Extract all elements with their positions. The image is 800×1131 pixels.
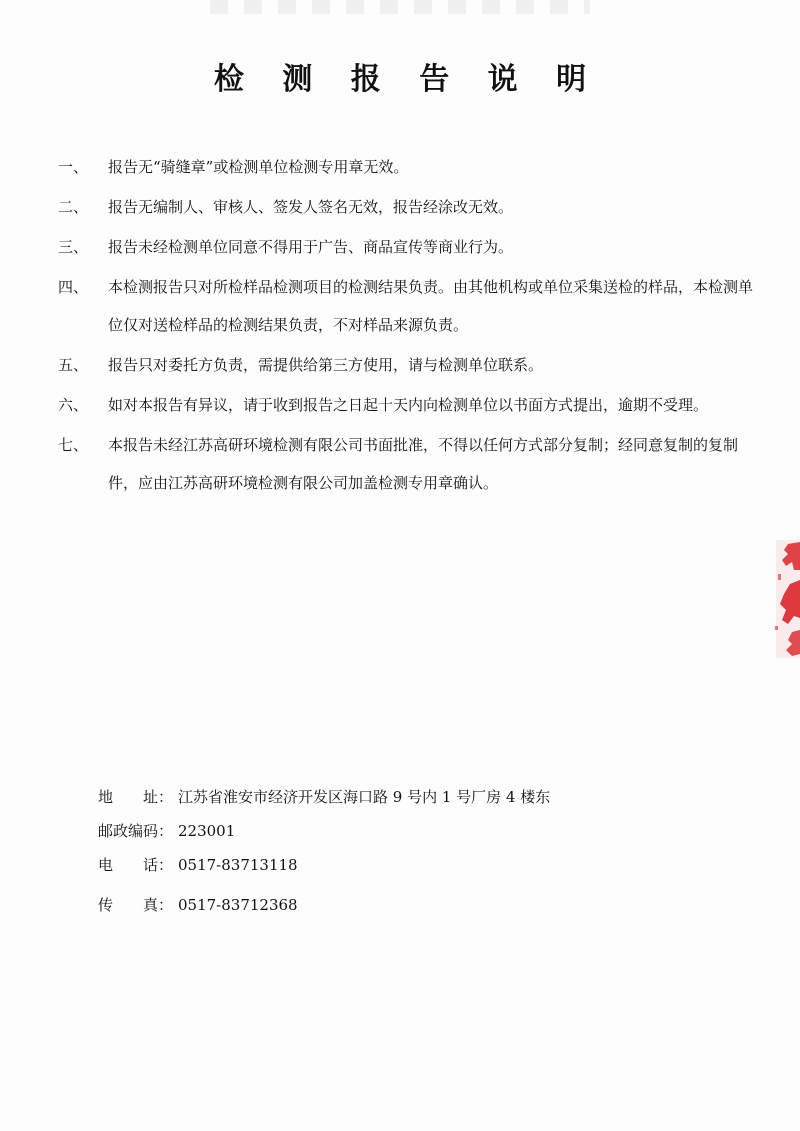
note-text: 报告未经检测单位同意不得用于广告、商品宣传等商业行为。 (108, 238, 514, 256)
note-text: 报告无“骑缝章”或检测单位检测专用章无效。 (108, 158, 409, 176)
note-number: 四、 (58, 278, 89, 296)
postcode-value: 223001 (178, 822, 236, 840)
contact-block (98, 780, 698, 922)
note-text: 如对本报告有异议，请于收到报告之日起十天内向检测单位以书面方式提出，逾期不受理。 (108, 396, 709, 414)
fax-label: 传 真： (98, 896, 174, 914)
note-item (58, 386, 758, 424)
phone-value: 0517-83713118 (178, 856, 298, 874)
phone-label: 电 话： (98, 856, 174, 874)
fax-value: 0517-83712368 (178, 896, 298, 914)
note-number: 二、 (58, 198, 89, 216)
note-number: 三、 (58, 238, 89, 256)
note-number: 六、 (58, 396, 89, 414)
note-item (58, 188, 758, 226)
postcode-row (98, 814, 698, 848)
seam-stamp-icon (770, 540, 800, 658)
note-text: 报告只对委托方负责，需提供给第三方使用，请与检测单位联系。 (108, 356, 544, 374)
address-label: 地 址： (98, 788, 174, 806)
note-text: 本检测报告只对所检样品检测项目的检测结果负责。由其他机构或单位采集送检的样品，本检测单位仅对送检样品的检测结果负责，不对样品来源负责。 (108, 278, 754, 334)
show-through-marks (210, 0, 590, 14)
note-item (58, 228, 758, 266)
note-item (58, 148, 758, 186)
note-item (58, 268, 758, 344)
note-item (58, 426, 758, 502)
address-row (98, 780, 698, 814)
note-text: 本报告未经江苏高研环境检测有限公司书面批准，不得以任何方式部分复制；经同意复制的复制件，应由江苏高研环境检测有限公司加盖检测专用章确认。 (108, 436, 739, 492)
note-number: 五、 (58, 356, 89, 374)
note-number: 七、 (58, 436, 89, 454)
notes-list (58, 148, 758, 504)
note-item (58, 346, 758, 384)
note-text: 报告无编制人、审核人、签发人签名无效，报告经涂改无效。 (108, 198, 514, 216)
note-number: 一、 (58, 158, 89, 176)
address-value: 江苏省淮安市经济开发区海口路 9 号内 1 号厂房 4 楼东 (178, 788, 551, 806)
fax-row (98, 888, 698, 922)
document-title: 检 测 报 告 说 明 (213, 62, 601, 97)
postcode-label: 邮政编码： (98, 822, 174, 840)
phone-row (98, 848, 698, 882)
